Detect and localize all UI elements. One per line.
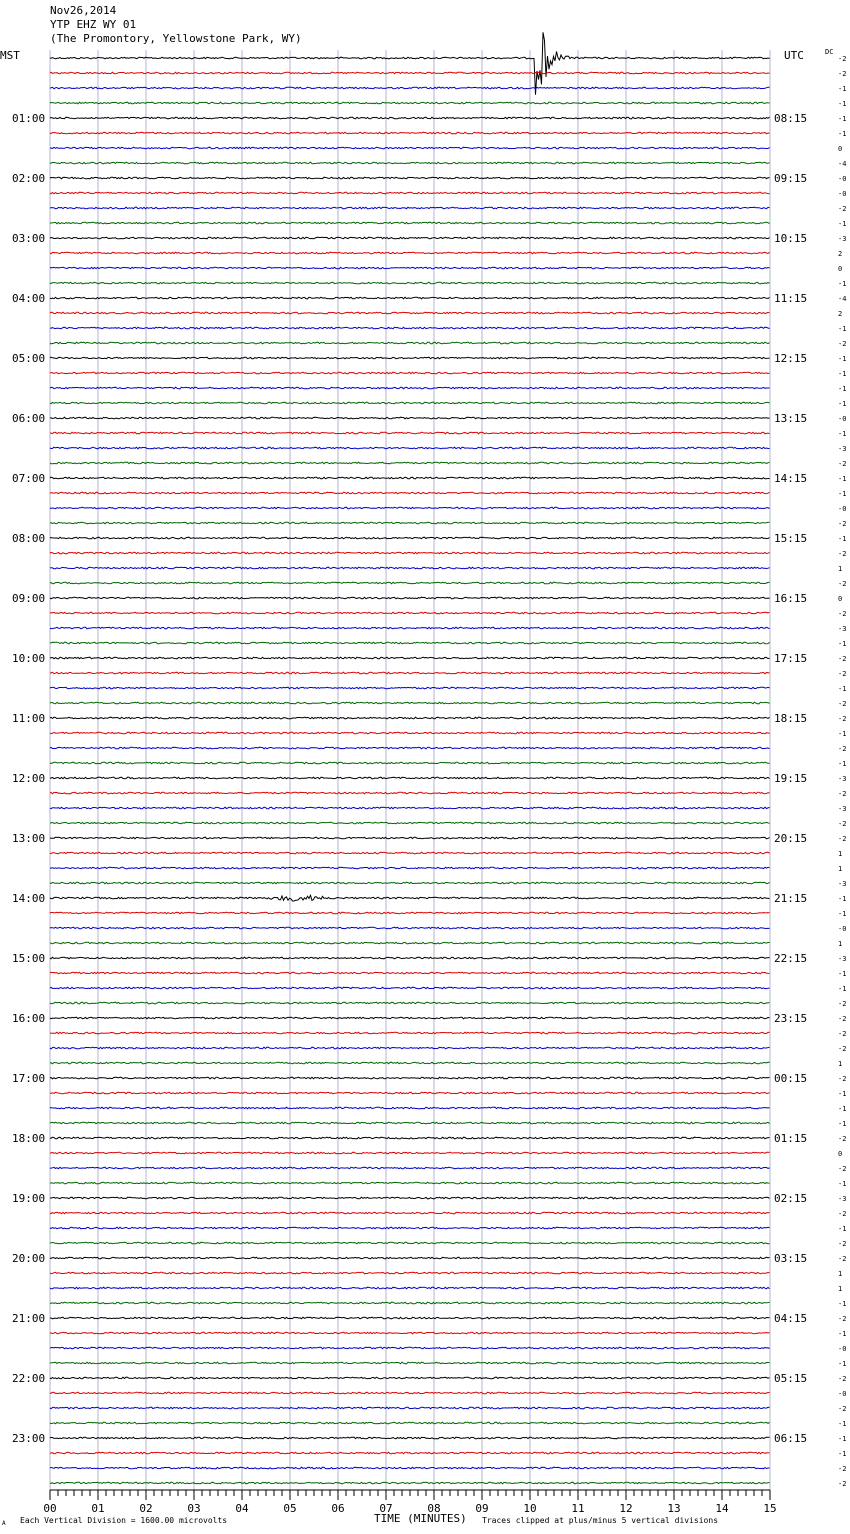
utc-hour-label: 10:15 xyxy=(774,232,808,245)
seismic-trace xyxy=(50,1482,770,1484)
dc-offset-value: -2 xyxy=(838,700,847,708)
mst-hour-label: 12:00 xyxy=(12,772,46,785)
mst-hour-label: 04:00 xyxy=(12,292,46,305)
dc-offset-value: -0 xyxy=(838,505,847,513)
seismic-trace xyxy=(50,1167,770,1169)
seismic-trace xyxy=(50,1407,770,1409)
dc-offset-value: -2 xyxy=(838,820,847,828)
dc-offset-value: -1 xyxy=(838,1435,847,1443)
corner-mark: A xyxy=(2,1520,6,1527)
seismic-trace xyxy=(50,1422,770,1424)
seismic-trace xyxy=(50,687,770,689)
utc-hour-label: 15:15 xyxy=(774,532,808,545)
dc-offset-value: -3 xyxy=(838,805,847,813)
seismic-trace xyxy=(50,177,770,179)
seismic-trace xyxy=(50,882,770,884)
x-axis-title: TIME (MINUTES) xyxy=(374,1512,467,1525)
dc-offset-value: -2 xyxy=(838,1210,847,1218)
dc-offset-value: 0 xyxy=(838,145,843,153)
seismic-trace xyxy=(50,582,770,584)
utc-hour-label: 01:15 xyxy=(774,1132,808,1145)
left-timezone-label: MST xyxy=(0,49,20,62)
dc-offset-value: -0 xyxy=(838,1345,847,1353)
dc-offset-value: -1 xyxy=(838,430,847,438)
seismic-trace xyxy=(50,1272,770,1274)
dc-offset-value: -2 xyxy=(838,580,847,588)
seismic-trace xyxy=(50,927,770,929)
mst-hour-label: 20:00 xyxy=(12,1252,46,1265)
seismic-trace xyxy=(50,417,770,419)
mst-hour-label: 05:00 xyxy=(12,352,46,365)
dc-offset-value: -2 xyxy=(838,790,847,798)
seismic-trace xyxy=(50,1107,770,1109)
utc-hour-label: 06:15 xyxy=(774,1432,808,1445)
seismic-trace xyxy=(50,642,770,644)
dc-offset-value: -2 xyxy=(838,610,847,618)
mst-hour-label: 01:00 xyxy=(12,112,46,125)
seismic-trace xyxy=(50,1437,770,1439)
seismic-trace xyxy=(50,537,770,539)
dc-offset-value: -2 xyxy=(838,1240,847,1248)
dc-offset-value: -1 xyxy=(838,115,847,123)
dc-offset-value: 0 xyxy=(838,595,843,603)
dc-offset-value: -1 xyxy=(838,970,847,978)
dc-offset-value: -2 xyxy=(838,460,847,468)
x-tick-label: 12 xyxy=(619,1502,633,1515)
seismic-trace xyxy=(50,312,770,314)
dc-offset-value: -1 xyxy=(838,640,847,648)
dc-offset-value: -1 xyxy=(838,490,847,498)
x-tick-label: 07 xyxy=(379,1502,393,1515)
seismic-trace xyxy=(50,72,770,74)
right-timezone-label: UTC xyxy=(784,49,804,62)
seismic-trace xyxy=(50,1062,770,1064)
dc-offset-value: -0 xyxy=(838,1390,847,1398)
dc-offset-value: -1 xyxy=(838,370,847,378)
plot-date: Nov26,2014 xyxy=(50,4,117,17)
seismic-trace xyxy=(50,192,770,194)
seismic-trace xyxy=(50,1002,770,1004)
mst-hour-label: 22:00 xyxy=(12,1372,46,1385)
seismic-trace xyxy=(50,1332,770,1334)
seismic-trace xyxy=(50,552,770,554)
seismic-trace xyxy=(50,1032,770,1034)
dc-offset-value: -2 xyxy=(838,1165,847,1173)
seismic-trace xyxy=(50,207,770,209)
seismic-trace xyxy=(50,357,770,359)
mst-hour-label: 13:00 xyxy=(12,832,46,845)
seismic-trace xyxy=(50,1092,770,1094)
dc-offset-value: -2 xyxy=(838,1375,847,1383)
dc-offset-value: -2 xyxy=(838,1480,847,1488)
seismic-trace xyxy=(50,132,770,134)
x-tick-label: 00 xyxy=(43,1502,57,1515)
dc-offset-value: -1 xyxy=(838,910,847,918)
dc-offset-value: -2 xyxy=(838,205,847,213)
seismic-trace xyxy=(50,702,770,704)
dc-offset-value: -1 xyxy=(838,1450,847,1458)
seismic-trace xyxy=(50,567,770,569)
dc-offset-value: -2 xyxy=(838,1255,847,1263)
dc-offset-value: -2 xyxy=(838,1465,847,1473)
seismic-trace xyxy=(50,807,770,809)
mst-hour-label: 15:00 xyxy=(12,952,46,965)
seismic-trace xyxy=(50,732,770,734)
dc-offset-value: -2 xyxy=(838,1000,847,1008)
utc-hour-label: 05:15 xyxy=(774,1372,808,1385)
dc-offset-value: -2 xyxy=(838,1030,847,1038)
mst-hour-label: 07:00 xyxy=(12,472,46,485)
utc-hour-label: 17:15 xyxy=(774,652,808,665)
seismic-trace xyxy=(50,1152,770,1154)
dc-offset-label: DC xyxy=(825,48,834,56)
seismic-trace xyxy=(50,1242,770,1244)
seismic-trace xyxy=(50,1347,770,1349)
seismic-trace xyxy=(50,1212,770,1214)
seismic-trace xyxy=(50,507,770,509)
mst-hour-label: 21:00 xyxy=(12,1312,46,1325)
dc-offset-value: -2 xyxy=(838,520,847,528)
dc-offset-value: -1 xyxy=(838,385,847,393)
dc-offset-value: 1 xyxy=(838,850,843,858)
utc-hour-label: 19:15 xyxy=(774,772,808,785)
seismic-trace xyxy=(50,777,770,779)
x-tick-label: 15 xyxy=(763,1502,777,1515)
x-tick-label: 09 xyxy=(475,1502,489,1515)
seismic-trace xyxy=(50,1197,770,1199)
dc-offset-value: -1 xyxy=(838,355,847,363)
seismic-trace xyxy=(50,672,770,674)
seismic-trace xyxy=(50,432,770,434)
seismic-trace xyxy=(50,1227,770,1229)
seismic-trace xyxy=(50,972,770,974)
utc-hour-label: 16:15 xyxy=(774,592,808,605)
dc-offset-value: -1 xyxy=(838,1120,847,1128)
seismic-trace xyxy=(50,1452,770,1454)
x-tick-label: 10 xyxy=(523,1502,537,1515)
dc-offset-value: -3 xyxy=(838,880,847,888)
dc-offset-value: -1 xyxy=(838,1300,847,1308)
dc-offset-value: -2 xyxy=(838,1405,847,1413)
seismic-trace xyxy=(50,657,770,659)
seismic-trace xyxy=(50,852,770,854)
seismic-trace xyxy=(50,867,770,869)
utc-hour-label: 21:15 xyxy=(774,892,808,905)
seismic-trace xyxy=(50,1302,770,1304)
dc-offset-value: -1 xyxy=(838,130,847,138)
seismic-trace xyxy=(50,402,770,404)
utc-hour-label: 14:15 xyxy=(774,472,808,485)
dc-offset-value: -1 xyxy=(838,535,847,543)
dc-offset-value: -1 xyxy=(838,985,847,993)
dc-offset-value: -3 xyxy=(838,625,847,633)
dc-offset-value: 0 xyxy=(838,265,843,273)
seismic-trace xyxy=(50,612,770,614)
dc-offset-value: 1 xyxy=(838,1060,843,1068)
seismic-trace xyxy=(50,282,770,284)
seismic-trace xyxy=(50,342,770,344)
dc-offset-value: -1 xyxy=(838,325,847,333)
seismic-trace xyxy=(50,717,770,719)
dc-offset-value: -3 xyxy=(838,955,847,963)
dc-offset-value: 1 xyxy=(838,565,843,573)
mst-hour-label: 10:00 xyxy=(12,652,46,665)
seismic-trace xyxy=(50,462,770,464)
seismic-trace xyxy=(50,895,770,901)
x-tick-label: 14 xyxy=(715,1502,729,1515)
dc-offset-value: -1 xyxy=(838,220,847,228)
dc-offset-value: -2 xyxy=(838,655,847,663)
seismic-trace xyxy=(50,747,770,749)
seismic-trace xyxy=(50,822,770,824)
utc-hour-label: 04:15 xyxy=(774,1312,808,1325)
seismic-trace xyxy=(50,912,770,914)
dc-offset-value: -2 xyxy=(838,745,847,753)
utc-hour-label: 12:15 xyxy=(774,352,808,365)
dc-offset-value: -2 xyxy=(838,1315,847,1323)
mst-hour-label: 23:00 xyxy=(12,1432,46,1445)
dc-offset-value: -0 xyxy=(838,175,847,183)
x-tick-label: 02 xyxy=(139,1502,153,1515)
seismic-trace xyxy=(50,32,770,94)
dc-offset-value: 1 xyxy=(838,865,843,873)
x-tick-label: 04 xyxy=(235,1502,249,1515)
utc-hour-label: 23:15 xyxy=(774,1012,808,1025)
seismic-trace xyxy=(50,267,770,269)
seismic-trace xyxy=(50,1122,770,1124)
utc-hour-label: 08:15 xyxy=(774,112,808,125)
utc-hour-label: 13:15 xyxy=(774,412,808,425)
utc-hour-label: 20:15 xyxy=(774,832,808,845)
seismic-trace xyxy=(50,792,770,794)
seismic-trace xyxy=(50,1467,770,1469)
mst-hour-label: 14:00 xyxy=(12,892,46,905)
seismic-trace xyxy=(50,387,770,389)
mst-hour-label: 03:00 xyxy=(12,232,46,245)
dc-offset-value: -1 xyxy=(838,760,847,768)
dc-offset-value: -2 xyxy=(838,670,847,678)
dc-offset-value: -1 xyxy=(838,685,847,693)
dc-offset-value: -3 xyxy=(838,445,847,453)
scale-note: Each Vertical Division = 1600.00 microvolts xyxy=(20,1516,228,1525)
dc-offset-value: -1 xyxy=(838,1420,847,1428)
utc-hour-label: 22:15 xyxy=(774,952,808,965)
dc-offset-value: -2 xyxy=(838,1015,847,1023)
utc-hour-label: 11:15 xyxy=(774,292,808,305)
mst-hour-label: 18:00 xyxy=(12,1132,46,1145)
dc-offset-value: -1 xyxy=(838,1225,847,1233)
dc-offset-value: 1 xyxy=(838,940,843,948)
seismic-trace xyxy=(50,1362,770,1364)
seismic-trace xyxy=(50,1047,770,1049)
seismic-trace xyxy=(50,327,770,329)
seismic-trace xyxy=(50,597,770,599)
dc-offset-value: -0 xyxy=(838,925,847,933)
mst-hour-label: 02:00 xyxy=(12,172,46,185)
seismic-trace xyxy=(50,837,770,839)
seismic-trace xyxy=(50,1182,770,1184)
dc-offset-value: -1 xyxy=(838,400,847,408)
seismic-trace xyxy=(50,1287,770,1289)
dc-offset-value: -2 xyxy=(838,1135,847,1143)
mst-hour-label: 08:00 xyxy=(12,532,46,545)
dc-offset-value: 2 xyxy=(838,250,843,258)
seismic-trace xyxy=(50,957,770,959)
dc-offset-value: 2 xyxy=(838,310,843,318)
seismic-trace xyxy=(50,522,770,524)
seismic-trace xyxy=(50,87,770,89)
seismic-trace xyxy=(50,477,770,479)
mst-hour-label: 17:00 xyxy=(12,1072,46,1085)
x-tick-label: 11 xyxy=(571,1502,585,1515)
seismic-trace xyxy=(50,237,770,239)
dc-offset-value: -0 xyxy=(838,415,847,423)
seismic-trace xyxy=(50,1377,770,1379)
seismic-trace xyxy=(50,252,770,254)
dc-offset-value: 1 xyxy=(838,1285,843,1293)
utc-hour-label: 09:15 xyxy=(774,172,808,185)
seismic-trace xyxy=(50,1392,770,1394)
mst-hour-label: 11:00 xyxy=(12,712,46,725)
dc-offset-value: -2 xyxy=(838,550,847,558)
dc-offset-value: -1 xyxy=(838,475,847,483)
dc-offset-value: -1 xyxy=(838,280,847,288)
dc-offset-value: 1 xyxy=(838,1270,843,1278)
dc-offset-value: -3 xyxy=(838,1195,847,1203)
seismic-trace xyxy=(50,1017,770,1019)
dc-offset-value: 0 xyxy=(838,1150,843,1158)
dc-offset-value: -4 xyxy=(838,160,847,168)
dc-offset-value: -4 xyxy=(838,295,847,303)
utc-hour-label: 00:15 xyxy=(774,1072,808,1085)
dc-offset-value: -1 xyxy=(838,85,847,93)
seismic-trace xyxy=(50,492,770,494)
seismic-trace xyxy=(50,162,770,164)
seismic-trace xyxy=(50,627,770,629)
dc-offset-value: -1 xyxy=(838,1105,847,1113)
dc-offset-value: -3 xyxy=(838,235,847,243)
utc-hour-label: 03:15 xyxy=(774,1252,808,1265)
mst-hour-label: 16:00 xyxy=(12,1012,46,1025)
x-tick-label: 01 xyxy=(91,1502,105,1515)
station-code: YTP EHZ WY 01 xyxy=(50,18,137,31)
seismic-trace xyxy=(50,942,770,944)
seismic-trace xyxy=(50,447,770,449)
mst-hour-label: 09:00 xyxy=(12,592,46,605)
seismic-trace xyxy=(50,1137,770,1139)
seismic-trace xyxy=(50,147,770,149)
seismic-trace xyxy=(50,102,770,104)
seismic-trace xyxy=(50,117,770,119)
station-location: (The Promontory, Yellowstone Park, WY) xyxy=(50,32,302,45)
dc-offset-value: -1 xyxy=(838,895,847,903)
seismic-trace xyxy=(50,1077,770,1079)
seismic-trace xyxy=(50,762,770,764)
dc-offset-value: -3 xyxy=(838,775,847,783)
x-tick-label: 03 xyxy=(187,1502,201,1515)
seismic-trace xyxy=(50,297,770,299)
dc-offset-value: -2 xyxy=(838,55,847,63)
dc-offset-value: -2 xyxy=(838,70,847,78)
seismic-trace xyxy=(50,987,770,989)
mst-hour-label: 19:00 xyxy=(12,1192,46,1205)
dc-offset-value: -1 xyxy=(838,100,847,108)
dc-offset-value: -2 xyxy=(838,1075,847,1083)
dc-offset-value: -1 xyxy=(838,1330,847,1338)
dc-offset-value: -1 xyxy=(838,1360,847,1368)
dc-offset-value: -2 xyxy=(838,340,847,348)
seismic-trace xyxy=(50,1257,770,1259)
x-tick-label: 08 xyxy=(427,1502,441,1515)
dc-offset-value: -2 xyxy=(838,715,847,723)
utc-hour-label: 02:15 xyxy=(774,1192,808,1205)
clip-note: Traces clipped at plus/minus 5 vertical divisions xyxy=(482,1516,719,1525)
x-tick-label: 13 xyxy=(667,1502,681,1515)
dc-offset-value: -1 xyxy=(838,1180,847,1188)
dc-offset-value: -2 xyxy=(838,835,847,843)
x-tick-label: 05 xyxy=(283,1502,297,1515)
seismic-trace xyxy=(50,1317,770,1319)
mst-hour-label: 06:00 xyxy=(12,412,46,425)
utc-hour-label: 18:15 xyxy=(774,712,808,725)
x-tick-label: 06 xyxy=(331,1502,345,1515)
dc-offset-value: -1 xyxy=(838,730,847,738)
dc-offset-value: -2 xyxy=(838,1045,847,1053)
seismic-trace xyxy=(50,222,770,224)
dc-offset-value: -0 xyxy=(838,190,847,198)
seismic-trace xyxy=(50,372,770,374)
dc-offset-value: -1 xyxy=(838,1090,847,1098)
